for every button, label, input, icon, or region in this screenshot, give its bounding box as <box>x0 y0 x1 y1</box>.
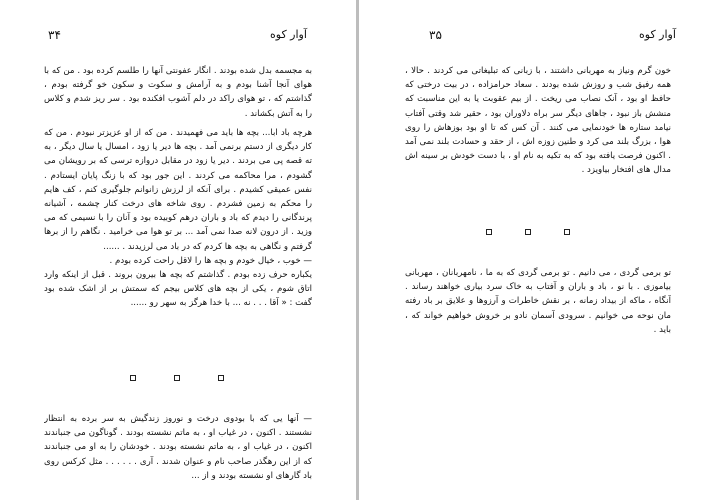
separator-square <box>174 375 180 381</box>
right-paragraph-2 <box>405 266 671 352</box>
left-paragraph-2-text-a: هرچه باد ابا... بچه ها باید می فهمیدند . من که از او عزیزتر نبودم . من که کار دیگری از دستم برنمی آمد . بچه ها دیر یا زود ، امسال یا سال دیگر ، به ته قصه پی می بردند . دیر یا زود در مقابل دروازه ترسی که بر رویشان می گشودم ، مرا محاکمه می کردند . این جور بود که با زنگ پایان ایستادم . نفس عمیقی کشیدم . برای آنکه از لرزش زانوانم جلوگیری کنم ، کف هایم را محکم به زمین فشردم . روی شاخه های درخت کنار چشمه ، آشیانه پرندگانی را دیدم که باد و باران درهم کوبیده بود و آنان را با نسیمی که می وزید . از درون لانه صدا نمی آمد ... بر تو هوا می خرامید . نگاهم را از برها گرفتم و نگاهی به بچه ها کردم که در باد می لرزیدند . ...... <box>44 128 312 252</box>
left-paragraph-1 <box>44 64 312 122</box>
left-paragraph-2-text-c: یکباره حرف زده بودم . گذاشتم که بچه ها بیرون بروند . قبل از اینکه وارد اتاق شوم ، یکی از بچه های کلاس بیجم که سمتش بر از اشک شده بود گفت : « آقا . . . نه ... با خدا هرگز به سهر رو ...... <box>44 270 312 309</box>
left-page-number: ۳۴ <box>48 28 61 42</box>
left-running-head: آوار کوه <box>270 28 307 41</box>
separator-square <box>218 375 224 381</box>
separator-square <box>486 229 492 235</box>
right-page-number: ۳۵ <box>429 28 442 42</box>
separator-square <box>130 375 136 381</box>
left-paragraph-2-text-b: — خوب ، خیال خودم و بچه ها را لاقل راحت کرده بودم . <box>109 255 312 266</box>
left-paragraph-3-text: — آنها یی که با بودوی درخت و نوروز زندگیش به سر برده به انتظار نشستند . اکنون ، در غیاب او ، به ماتم نشسته بودند . گوناگون می جنباندند اکنون ، در غیاب او ، به ماتم نشسته بودند . خودشان را به او می جنباندند که از این رهگذر صاحب نام و عنوان شدند . آری . . . . . . مثل کرکس روی باد گارهای او نشسته بودند و از ... <box>44 414 312 481</box>
left-section-separator <box>130 375 224 381</box>
left-page <box>0 0 356 500</box>
right-running-head: آوار کوه <box>639 28 676 41</box>
right-paragraph-1-text: خون گرم ونیاز به مهربانی داشتند ، با زبانی که تبلیغاتی می کردند . حالا ، همه رفیق شب و روزش شده بودند . سعاد حرامزاده ، در بیت درختی که حافظ او بود ، آنک نصاب می ریخت . از بیم عقوبت یا به این مناسبت که منشش باز نبود ، جاهای دیگر سر براه دلاوران بود ، حقیر شد وقتی آفتاب نیامد ستاره ها خودنمایی می کنند . آن کس که تا او بود بوزهاش را روی هوا ، بزرگ بلند می کرد و طنین زوزه اش ، از حقد و حسادت بلند نمی آمد . اکنون فرصت یافته بود که به تکیه به نام او ، با دست خودش بر سینه اش مدال های افتخار بیاویزد . <box>405 66 671 176</box>
left-paragraph-3 <box>44 412 312 492</box>
right-paragraph-1 <box>405 64 671 204</box>
left-paragraph-1-text: به مجسمه بدل شده بودند . انگار عفونتی آنها را طلسم کرده بود . من که با هوای آنجا آشنا بودم و به آرامش و سکوت و سکون خو گرفته بودم ، گذاشتم که ، تو هوای راکد در دلم آشوب افکنده بود . سر ریز شدم و کلاس را به آتش بکشاند . <box>44 66 312 119</box>
right-section-separator <box>486 229 570 235</box>
right-page <box>359 0 713 500</box>
separator-square <box>564 229 570 235</box>
left-paragraph-2 <box>44 126 312 348</box>
right-paragraph-2-text: تو برمی گردی ، می دانیم . تو برمی گردی که به ما ، نامهربانان ، مهربانی بیاموزی . با نو ، باد و باران و آفتاب به خاک سرد بیاری خواهند رساند . آنگاه ، ماکه از بیداد زمانه ، بر نقش خاطرات و آرزوها و علایق بر باد رفته مان نوحه می خوانیم . سرودی آسمان نادو بر خروش خواهیم خواند که ، باید . <box>405 268 671 335</box>
separator-square <box>525 229 531 235</box>
